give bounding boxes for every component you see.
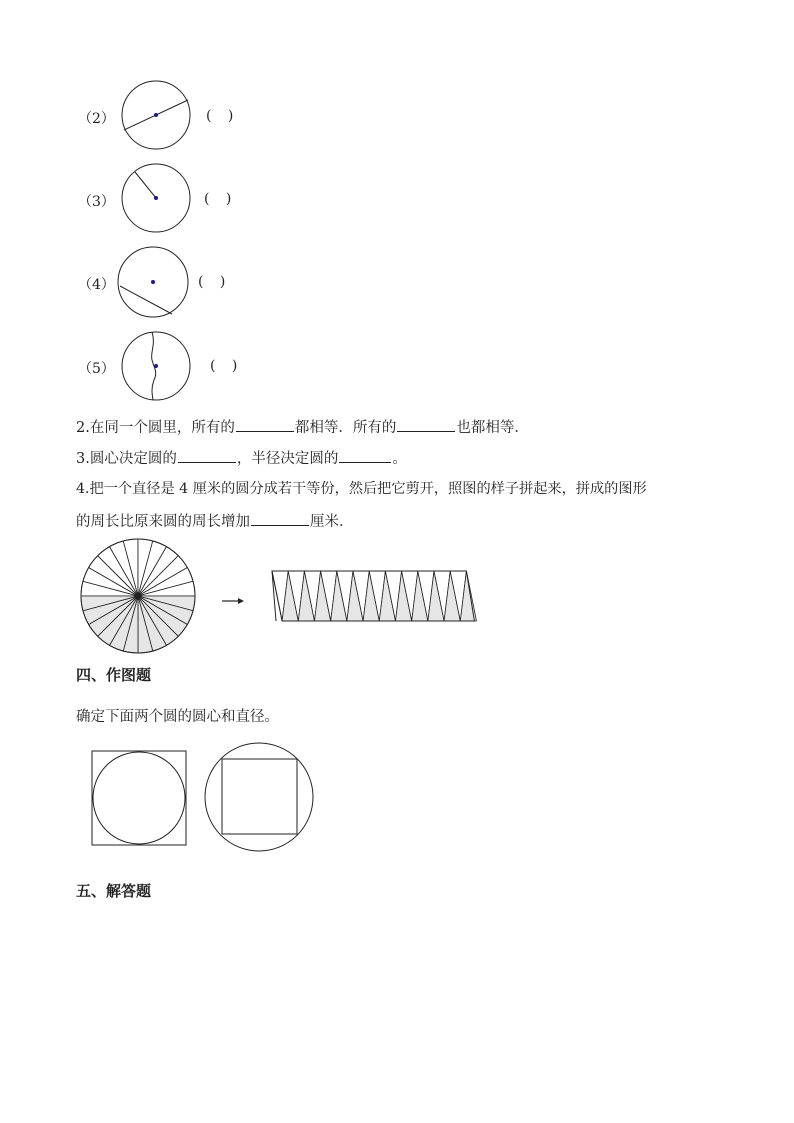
q4-text-2: 厘米． — [310, 514, 354, 530]
q4-blank[interactable] — [251, 513, 309, 526]
question-4-line-2 — [76, 510, 354, 531]
question-3 — [76, 447, 407, 468]
circle-diagram-2 — [122, 81, 190, 149]
q2-blank-1[interactable] — [236, 419, 294, 432]
section-4-instruction: 确定下面两个圆的圆心和直径。 — [76, 709, 279, 725]
square-with-inscribed-circle — [92, 751, 186, 845]
question-4-line-1: 4.把一个直径是 4 厘米的圆分成若干等份，然后把它剪开，照图的样子拼起来，拼成的图形 — [76, 481, 647, 497]
choice-label-5: （5） — [78, 361, 115, 377]
circle-diagram-3 — [122, 164, 190, 232]
answer-paren-5[interactable]: ( ) — [210, 358, 244, 374]
answer-paren-3[interactable]: ( ) — [204, 191, 238, 207]
q4-text-1: 的周长比原来圆的周长增加 — [76, 514, 250, 530]
choice-label-2: （2） — [78, 111, 115, 127]
choice-label-3: （3） — [78, 194, 115, 210]
q3-text-3: 。 — [392, 451, 407, 467]
q2-text-2: 都相等．所有的 — [294, 420, 397, 436]
answer-paren-4[interactable]: ( ) — [198, 274, 232, 290]
q2-text-3: 也都相等． — [456, 420, 529, 436]
answer-paren-2[interactable]: ( ) — [206, 108, 240, 124]
rearranged-shape-diagram — [272, 571, 477, 621]
circle-diagram-4 — [118, 247, 188, 317]
circle-diagram-5 — [122, 332, 190, 400]
question-2 — [76, 416, 529, 437]
q3-text-2: ，半径决定圆的 — [236, 451, 339, 467]
q3-blank-2[interactable] — [339, 450, 391, 463]
q2-text-1: 2.在同一个圆里，所有的 — [76, 420, 235, 436]
section-4-title: 四、作图题 — [76, 666, 152, 684]
arrow-icon — [222, 598, 244, 604]
q3-text-1: 3.圆心决定圆的 — [76, 451, 177, 467]
q3-blank-1[interactable] — [178, 450, 236, 463]
sector-circle-diagram — [81, 539, 195, 653]
q2-blank-2[interactable] — [397, 419, 455, 432]
circle-with-inscribed-square — [205, 743, 313, 851]
choice-label-4: （4） — [78, 277, 115, 293]
section-5-title: 五、解答题 — [76, 882, 152, 900]
